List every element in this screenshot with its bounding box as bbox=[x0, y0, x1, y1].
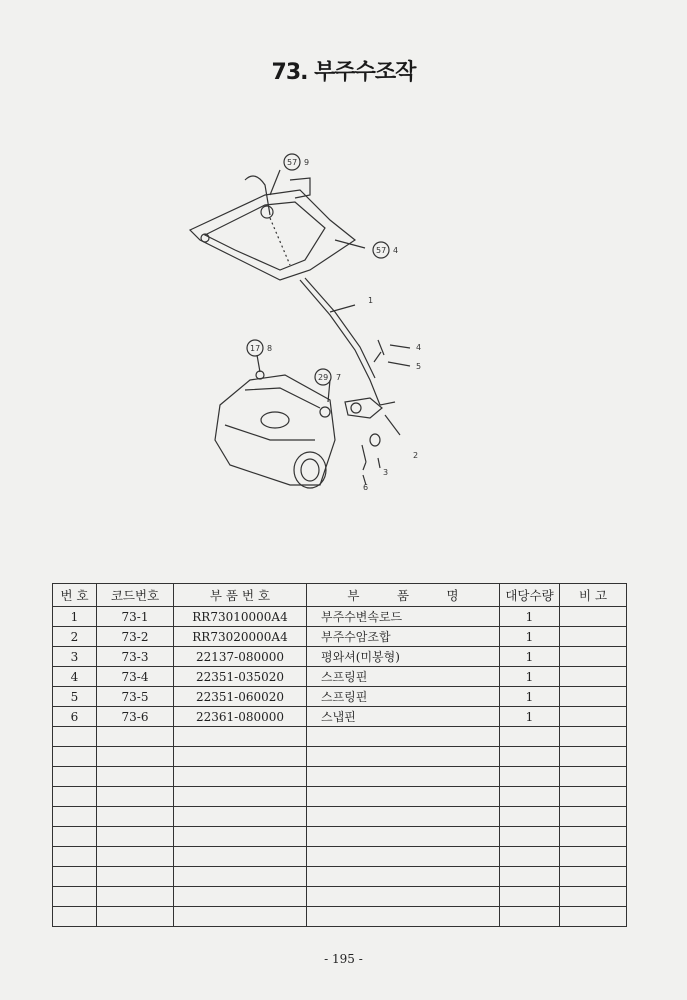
callout-5: 5 bbox=[416, 362, 422, 371]
callout-57-top: 57 bbox=[287, 158, 298, 167]
cell-part-number: 22351-035020 bbox=[174, 667, 307, 687]
callout-4: 4 bbox=[416, 343, 422, 352]
parts-table bbox=[52, 583, 627, 927]
empty-row bbox=[53, 727, 627, 747]
callout-3: 3 bbox=[383, 468, 389, 477]
cell-code: 73-2 bbox=[97, 627, 174, 647]
callout-8: 8 bbox=[267, 344, 273, 353]
empty-row bbox=[53, 847, 627, 867]
cell-part-name: 스프링핀 bbox=[307, 687, 500, 707]
cell-quantity: 1 bbox=[500, 607, 560, 627]
empty-row bbox=[53, 807, 627, 827]
cell-code: 73-1 bbox=[97, 607, 174, 627]
callout-57-right: 57 bbox=[376, 246, 387, 255]
empty-row bbox=[53, 747, 627, 767]
table-row bbox=[53, 607, 627, 627]
cell-quantity: 1 bbox=[500, 667, 560, 687]
cell-remarks bbox=[560, 667, 627, 687]
header-quantity: 대당수량 bbox=[500, 584, 560, 607]
cell-quantity: 1 bbox=[500, 647, 560, 667]
cell-code: 73-6 bbox=[97, 707, 174, 727]
callout-17: 17 bbox=[250, 344, 261, 353]
cell-no: 3 bbox=[53, 647, 97, 667]
parts-diagram bbox=[170, 140, 470, 510]
table-row bbox=[53, 707, 627, 727]
header-part-number: 부 품 번 호 bbox=[174, 584, 307, 607]
header-no: 번 호 bbox=[53, 584, 97, 607]
page-title: 73. 부주수조작 bbox=[271, 60, 416, 85]
page-number: - 195 - bbox=[324, 952, 363, 966]
callout-2: 2 bbox=[413, 451, 419, 460]
cell-part-number: 22361-080000 bbox=[174, 707, 307, 727]
cell-part-name: 평와셔(미봉형) bbox=[307, 647, 500, 667]
cell-code: 73-5 bbox=[97, 687, 174, 707]
cell-remarks bbox=[560, 647, 627, 667]
cell-part-name: 부주수변속로드 bbox=[307, 607, 500, 627]
cell-quantity: 1 bbox=[500, 687, 560, 707]
header-remarks: 비 고 bbox=[560, 584, 627, 607]
cell-no: 1 bbox=[53, 607, 97, 627]
cell-no: 4 bbox=[53, 667, 97, 687]
table-row bbox=[53, 627, 627, 647]
empty-row bbox=[53, 867, 627, 887]
empty-row bbox=[53, 827, 627, 847]
header-code: 코드번호 bbox=[97, 584, 174, 607]
cell-no: 2 bbox=[53, 627, 97, 647]
table-header-row bbox=[53, 584, 627, 607]
table-row bbox=[53, 687, 627, 707]
cell-remarks bbox=[560, 607, 627, 627]
cell-remarks bbox=[560, 627, 627, 647]
cell-remarks bbox=[560, 707, 627, 727]
callout-4-frame: 4 bbox=[393, 246, 399, 255]
empty-row bbox=[53, 787, 627, 807]
callout-29: 29 bbox=[318, 373, 329, 382]
table-row bbox=[53, 647, 627, 667]
cell-quantity: 1 bbox=[500, 627, 560, 647]
empty-row bbox=[53, 907, 627, 927]
cell-code: 73-4 bbox=[97, 667, 174, 687]
table-row bbox=[53, 667, 627, 687]
cell-no: 6 bbox=[53, 707, 97, 727]
empty-row bbox=[53, 767, 627, 787]
header-part-name: 부 품 명 bbox=[307, 584, 500, 607]
cell-part-name: 부주수암조합 bbox=[307, 627, 500, 647]
cell-part-name: 스냅핀 bbox=[307, 707, 500, 727]
callout-9: 9 bbox=[304, 158, 310, 167]
cell-part-number: RR73020000A4 bbox=[174, 627, 307, 647]
cell-part-name: 스프링핀 bbox=[307, 667, 500, 687]
cell-code: 73-3 bbox=[97, 647, 174, 667]
cell-no: 5 bbox=[53, 687, 97, 707]
callout-1: 1 bbox=[368, 296, 374, 305]
cell-part-number: 22137-080000 bbox=[174, 647, 307, 667]
cell-quantity: 1 bbox=[500, 707, 560, 727]
cell-part-number: 22351-060020 bbox=[174, 687, 307, 707]
cell-remarks bbox=[560, 687, 627, 707]
empty-row bbox=[53, 887, 627, 907]
callout-7: 7 bbox=[336, 373, 342, 382]
cell-part-number: RR73010000A4 bbox=[174, 607, 307, 627]
callout-6: 6 bbox=[363, 483, 369, 492]
